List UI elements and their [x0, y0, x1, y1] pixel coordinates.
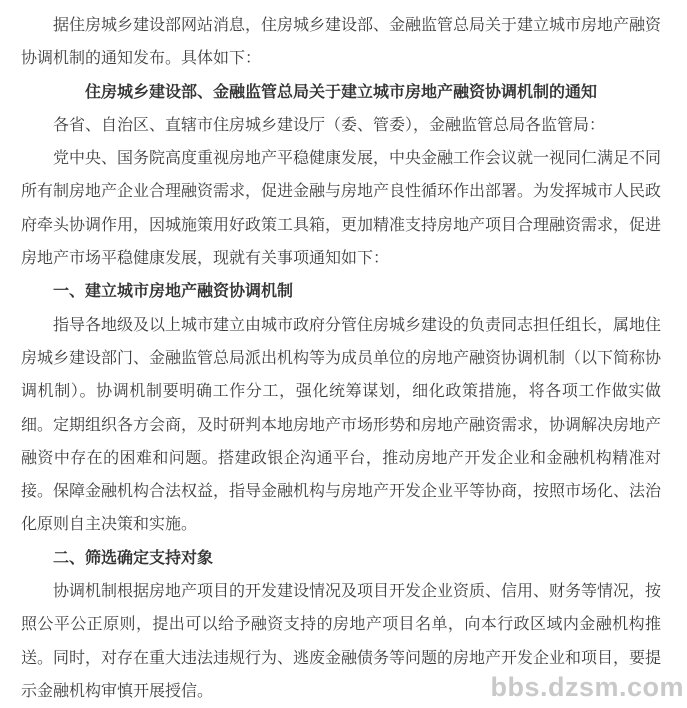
notice-title: 住房城乡建设部、金融监管总局关于建立城市房地产融资协调机制的通知 — [84, 83, 597, 101]
preamble-paragraph: 党中央、国务院高度重视房地产平稳健康发展，中央金融工作会议就一视同仁满足不同所有制房地产企业合理融资需求，促进金融与房地产良性循环作出部署。为发挥城市人民政府牵头协调作用，因城施策用好政策工具箱，更加精准支持房地产项目合理融资需求，促进房地产市场平稳健康发展，现就有关事项通知如下： — [21, 150, 662, 268]
salutation-paragraph: 各省、自治区、直辖市住房城乡建设厅（委、管委），金融监管总局各监管局： — [53, 116, 606, 134]
site-watermark: bbs.dzsm.com — [490, 672, 684, 702]
section-2-heading: 二、筛选确定支持对象 — [53, 549, 214, 567]
intro-paragraph: 据住房城乡建设部网站消息，住房城乡建设部、金融监管总局关于建立城市房地产融资协调机制的通知发布。具体如下： — [21, 17, 662, 68]
section-1-body: 指导各地级及以上城市建立由城市政府分管住房城乡建设的负责同志担任组长，属地住房城乡建设部门、金融监管总局派出机构等为成员单位的房地产融资协调机制（以下简称协调机制）。协调机制要明确工作分工，强化统筹谋划，细化政策措施，将各项工作做实做细。定期组织各方会商，及时研判本地房地产市场形势和房地产融资需求，协调解决房地产融资中存在的困难和问题。搭建政银企沟通平台，推动房地产开发企业和金融机构精准对接。保障金融机构合法权益，指导金融机构与房地产开发企业平等协商，按照市场化、法治化原则自主决策和实施。 — [21, 316, 662, 534]
section-2-body: 协调机制根据房地产项目的开发建设情况及项目开发企业资质、信用、财务等情况，按照公平公正原则，提出可以给予融资支持的房地产项目名单，向本行政区域内金融机构推送。同时，对存在重大违法违规行为、逃废金融债务等问题的房地产开发企业和项目，要提示金融机构审慎开展授信。 — [21, 583, 662, 700]
section-1-heading: 一、建立城市房地产融资协调机制 — [53, 283, 294, 301]
